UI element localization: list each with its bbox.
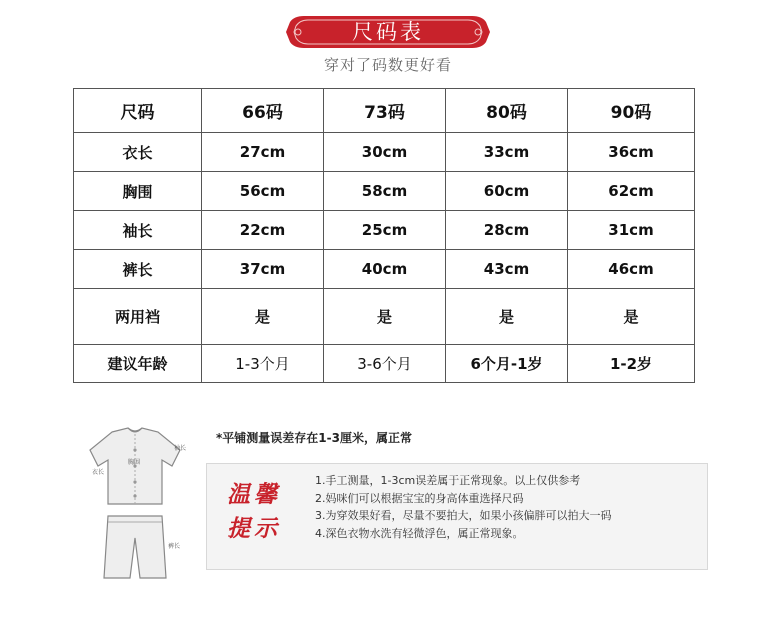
row-label: 衣长 xyxy=(74,133,202,172)
pants-label: 裤长 xyxy=(168,543,181,550)
tips-title-line: 温馨 xyxy=(227,481,281,508)
corner-cell: 尺码 xyxy=(74,89,202,133)
table-cell: 46cm xyxy=(568,250,695,289)
list-item: 2.妈咪们可以根据宝宝的身高体重选择尺码 xyxy=(315,491,524,505)
table-cell: 62cm xyxy=(568,172,695,211)
table-cell: 36cm xyxy=(568,133,695,172)
table-cell: 1-3个月 xyxy=(202,345,324,383)
measurement-note: *平铺测量误差存在1-3厘米，属正常 xyxy=(216,431,412,445)
table-cell: 56cm xyxy=(202,172,324,211)
size-header-cell: 66码 xyxy=(202,89,324,133)
table-row xyxy=(74,133,695,172)
row-label: 袖长 xyxy=(74,211,202,250)
table-row xyxy=(74,345,695,383)
row-label: 胸围 xyxy=(74,172,202,211)
table-cell: 37cm xyxy=(202,250,324,289)
list-item: 4.深色衣物水洗有轻微浮色，属正常现象。 xyxy=(315,526,524,540)
size-header-cell: 73码 xyxy=(324,89,446,133)
row-label: 裤长 xyxy=(74,250,202,289)
size-header-row xyxy=(74,89,695,133)
garment-illustration xyxy=(70,420,200,590)
table-row xyxy=(74,250,695,289)
table-cell: 33cm xyxy=(446,133,568,172)
table-cell: 27cm xyxy=(202,133,324,172)
page-title: 尺码表 xyxy=(352,20,424,44)
clothing-sketch-icon xyxy=(70,420,200,590)
table-row xyxy=(74,211,695,250)
table-cell: 58cm xyxy=(324,172,446,211)
table-cell: 是 xyxy=(446,289,568,345)
table-cell: 25cm xyxy=(324,211,446,250)
chest-label: 胸围 xyxy=(128,459,141,466)
list-item: 3.为穿效果好看，尽量不要拍大，如果小孩偏胖可以拍大一码 xyxy=(315,509,612,522)
table-cell: 6个月-1岁 xyxy=(446,345,568,383)
table-cell: 是 xyxy=(202,289,324,345)
title-banner xyxy=(282,12,494,52)
row-label: 建议年龄 xyxy=(74,345,202,383)
table-cell: 1-2岁 xyxy=(568,345,695,383)
size-header-cell: 90码 xyxy=(568,89,695,133)
table-cell: 是 xyxy=(568,289,695,345)
table-cell: 30cm xyxy=(324,133,446,172)
size-header-cell: 80码 xyxy=(446,89,568,133)
table-cell: 40cm xyxy=(324,250,446,289)
tips-title xyxy=(227,478,281,546)
table-row xyxy=(74,172,695,211)
size-table xyxy=(73,88,695,383)
table-cell: 31cm xyxy=(568,211,695,250)
list-item: 1.手工测量，1-3cm误差属于正常现象。以上仅供参考 xyxy=(315,474,581,487)
sleeve-label: 袖长 xyxy=(174,445,187,452)
table-cell: 3-6个月 xyxy=(324,345,446,383)
tips-title-line: 提示 xyxy=(227,515,281,542)
table-row xyxy=(74,289,695,345)
table-cell: 28cm xyxy=(446,211,568,250)
length-label: 衣长 xyxy=(92,469,105,476)
table-cell: 22cm xyxy=(202,211,324,250)
table-cell: 是 xyxy=(324,289,446,345)
table-cell: 60cm xyxy=(446,172,568,211)
table-cell: 43cm xyxy=(446,250,568,289)
row-label: 两用裆 xyxy=(74,289,202,345)
page-subtitle: 穿对了码数更好看 xyxy=(323,56,452,74)
tips-list xyxy=(315,472,612,542)
tips-box xyxy=(206,463,708,570)
